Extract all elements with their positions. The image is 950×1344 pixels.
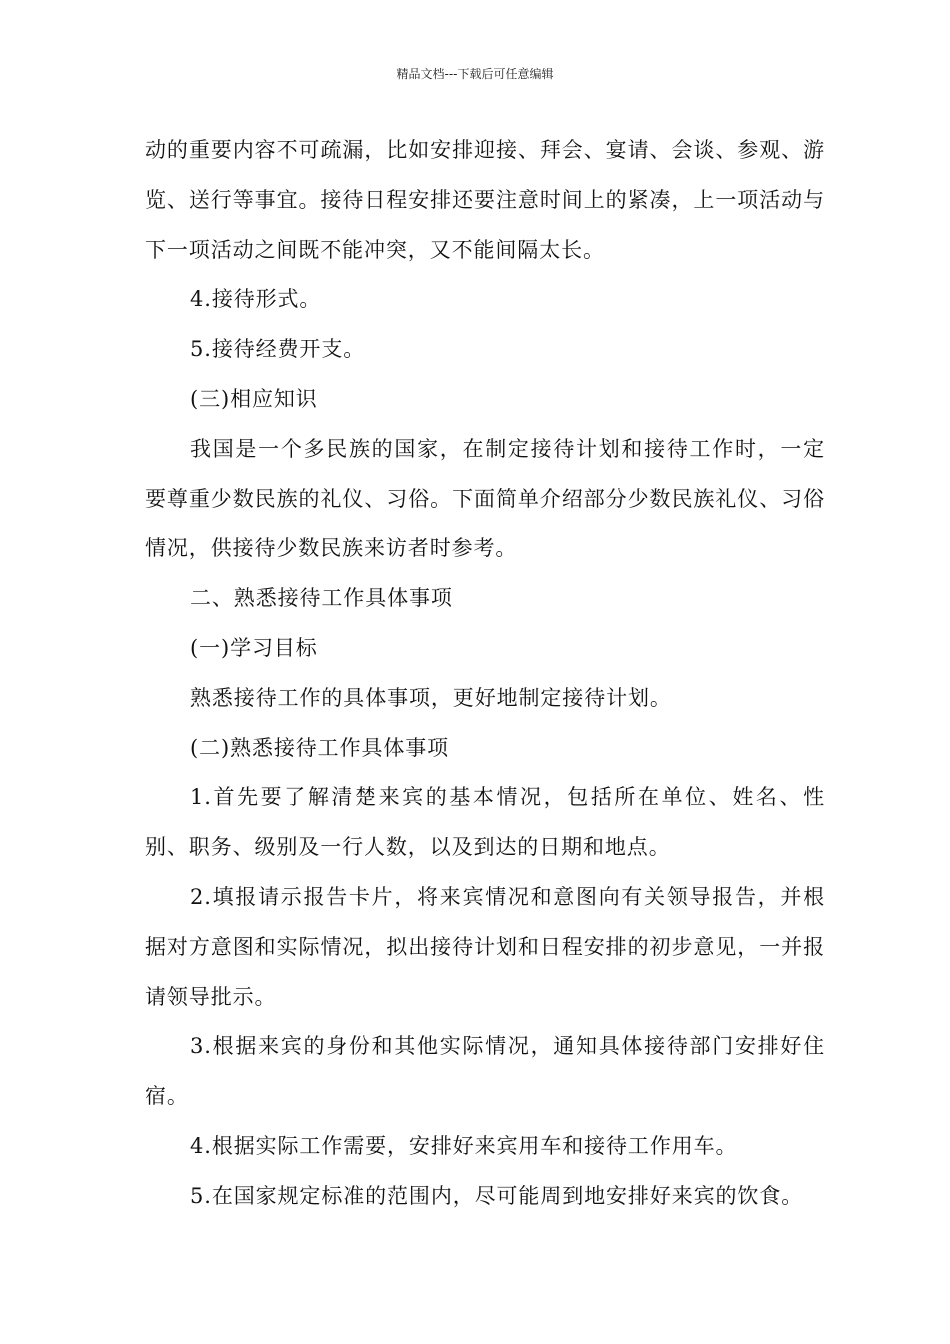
list-item: 1.首先要了解清楚来宾的基本情况，包括所在单位、姓名、性别、职务、级别及一行人数，以及到达的日期和地点。 bbox=[145, 785, 825, 860]
section-heading: (三)相应知识 bbox=[190, 386, 318, 411]
section-heading: (一)学习目标 bbox=[190, 635, 318, 660]
document-body bbox=[145, 126, 825, 1222]
list-item: 5.在国家规定标准的范围内，尽可能周到地安排好来宾的饮食。 bbox=[190, 1183, 804, 1208]
paragraph: 我国是一个多民族的国家，在制定接待计划和接待工作时，一定要尊重少数民族的礼仪、习俗。下面简单介绍部分少数民族礼仪、习俗情况，供接待少数民族来访者时参考。 bbox=[145, 436, 825, 561]
paragraph: 动的重要内容不可疏漏，比如安排迎接、拜会、宴请、会谈、参观、游览、送行等事宜。接待日程安排还要注意时间上的紧凑，上一项活动与下一项活动之间既不能冲突，又不能间隔太长。 bbox=[145, 138, 825, 262]
section-heading: (二)熟悉接待工作具体事项 bbox=[190, 735, 450, 760]
list-item: 4.根据实际工作需要，安排好来宾用车和接待工作用车。 bbox=[190, 1133, 738, 1158]
page-header: 精品文档---下载后可任意编辑 bbox=[396, 67, 554, 81]
list-item: 3.根据来宾的身份和其他实际情况，通知具体接待部门安排好住宿。 bbox=[145, 1034, 825, 1109]
list-item: 2.填报请示报告卡片，将来宾情况和意图向有关领导报告，并根据对方意图和实际情况，拟出接待计划和日程安排的初步意见，一并报请领导批示。 bbox=[145, 884, 825, 1009]
list-item: 5.接待经费开支。 bbox=[190, 337, 366, 362]
list-item: 4.接待形式。 bbox=[190, 287, 322, 312]
section-heading: 二、熟悉接待工作具体事项 bbox=[190, 586, 453, 611]
paragraph: 熟悉接待工作的具体事项，更好地制定接待计划。 bbox=[190, 685, 672, 710]
